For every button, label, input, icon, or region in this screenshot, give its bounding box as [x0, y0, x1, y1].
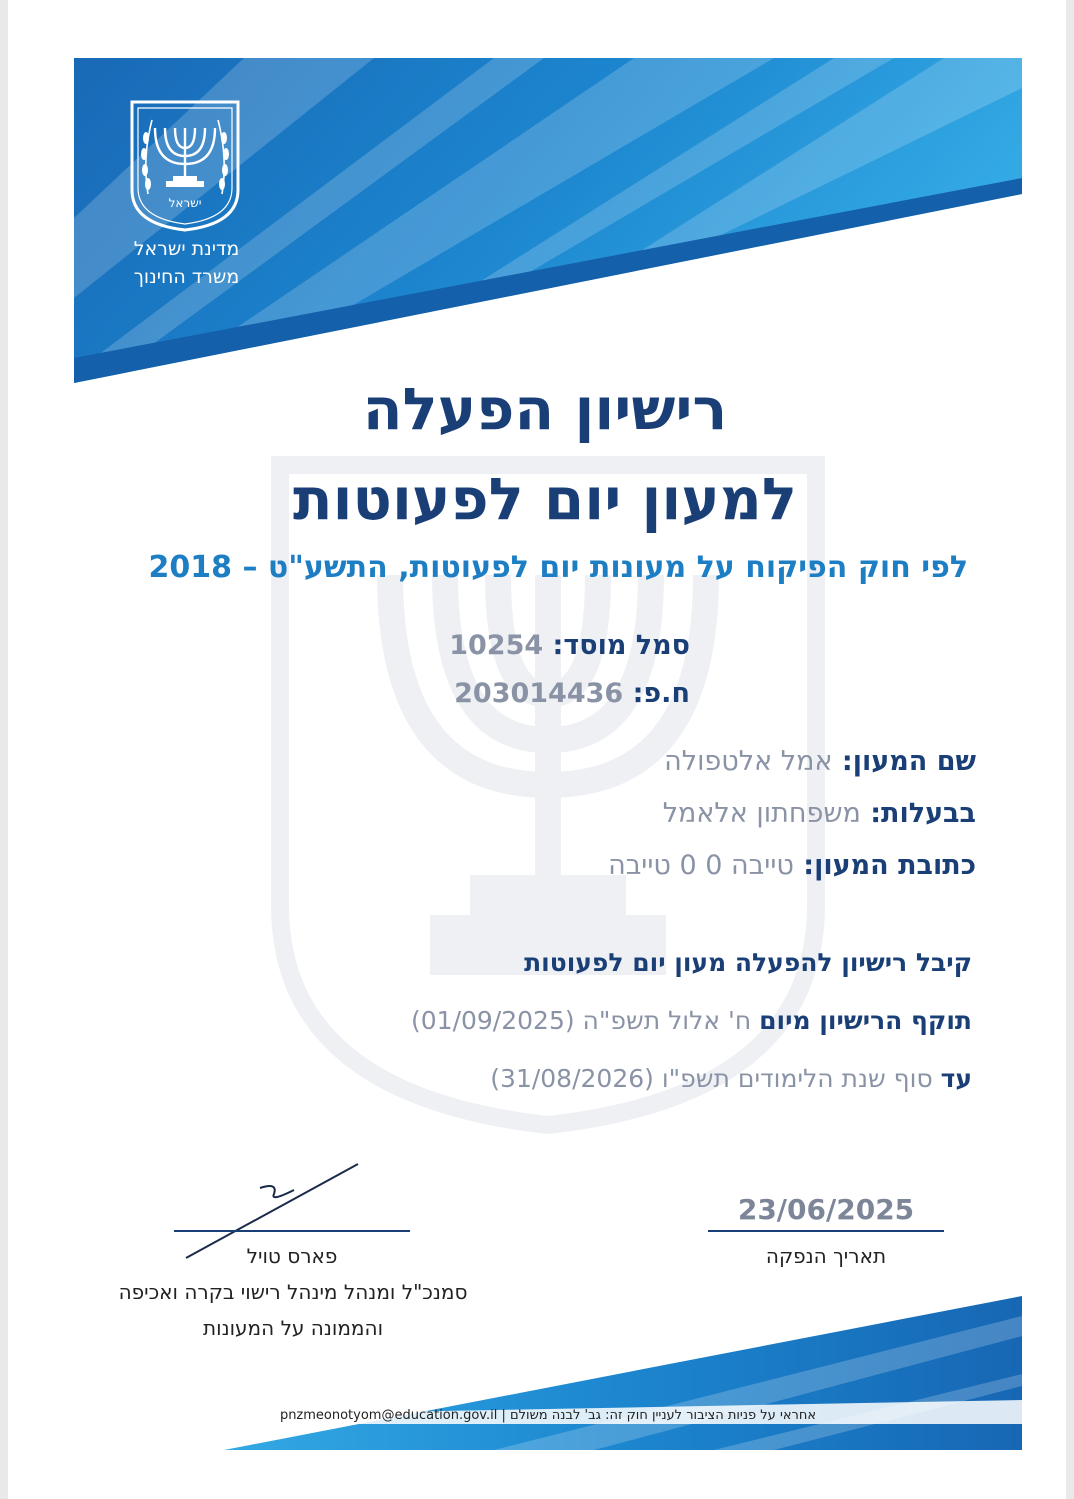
license-certificate — [8, 0, 1066, 1499]
issue-date-value: 23/06/2025 — [737, 1193, 915, 1226]
owner-value: משפחתון אלאמל — [662, 798, 861, 829]
signature-line — [174, 1230, 410, 1232]
valid-from-row — [411, 1006, 972, 1035]
valid-to-row — [490, 1064, 972, 1093]
license-received-text: קיבל רישיון להפעלה מעון יום לפעוטות — [524, 948, 972, 977]
institution-code-label: סמל מוסד: — [552, 630, 690, 661]
footer-email[interactable]: pnzmeonotyom@education.gov.il — [279, 1408, 498, 1423]
institution-code-row — [449, 630, 690, 661]
state-emblem-icon — [128, 98, 242, 234]
address-value: טייבה 0 0 טייבה — [608, 850, 794, 881]
emblem-caption: ישראל — [168, 196, 202, 210]
hp-label: ח.פ: — [632, 678, 690, 709]
bottom-banner — [74, 1296, 1022, 1450]
address-row — [608, 850, 976, 881]
ministry-name: משרד החינוך — [133, 266, 240, 288]
daycare-name-value: אמל אלטפולה — [664, 746, 833, 777]
issue-date-line — [708, 1230, 944, 1232]
hp-row — [454, 678, 690, 709]
address-label: כתובת המעון: — [803, 850, 976, 881]
daycare-name-label: שם המעון: — [841, 746, 976, 777]
title-line-2: למעון יום לפעוטות — [293, 465, 797, 533]
valid-from-value: ח' אלול תשפ"ה (01/09/2025) — [411, 1006, 752, 1035]
issue-date-label: תאריך הנפקה — [765, 1244, 887, 1268]
footer — [168, 1408, 928, 1423]
law-reference: לפי חוק הפיקוח על מעונות יום לפעוטות, התשע"ט – 2018 — [148, 550, 968, 585]
valid-to-label: עד — [940, 1064, 972, 1093]
valid-from-label: תוקף הרישיון מיום — [759, 1006, 972, 1035]
signatory-role-1: סמנכ"ל ומנהל מינהל רישוי בקרה ואכיפה — [118, 1280, 468, 1304]
signatory-role-2: והממונה על המעונות — [202, 1316, 384, 1340]
owner-label: בבעלות: — [870, 798, 976, 829]
owner-row — [663, 798, 976, 829]
valid-to-value: סוף שנת הלימודים תשפ"ו (31/08/2026) — [490, 1064, 933, 1093]
hp-value: 203014436 — [454, 678, 624, 709]
footer-separator: | — [501, 1408, 506, 1423]
state-name: מדינת ישראל — [133, 238, 240, 260]
title-line-1: רישיון הפעלה — [362, 375, 728, 443]
signatory-name: פארס טויל — [246, 1244, 338, 1268]
institution-code-value: 10254 — [449, 630, 544, 661]
daycare-name-row — [664, 746, 976, 777]
footer-responsible: אחראי על פניות הציבור לעניין חוק זה: גב' לבנה משולם — [510, 1408, 817, 1423]
